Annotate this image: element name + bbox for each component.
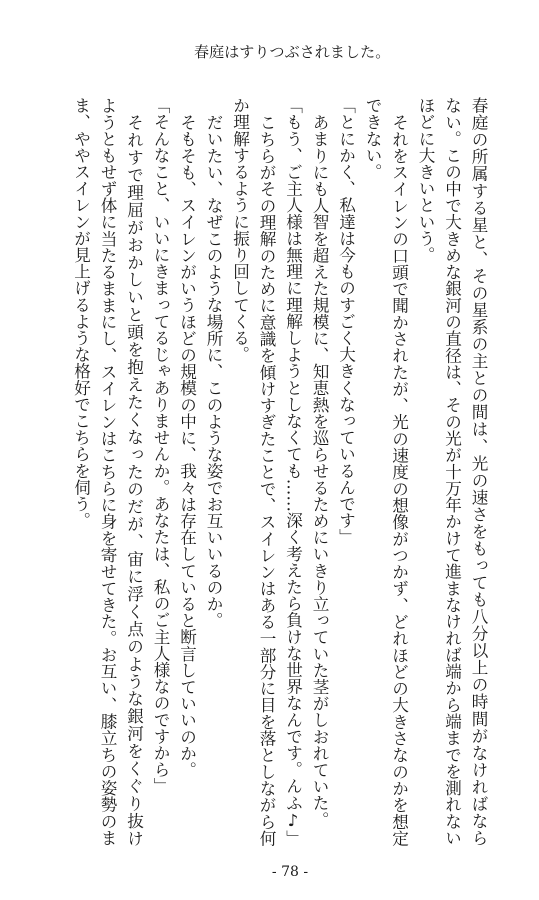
running-header: 春庭はすりつぶされました。 xyxy=(194,43,391,61)
dialogue-column: 「もう、ご主人様は無理に理解しようとしなくても……深く考えたら負けな世界なんです。んふ♪」 xyxy=(283,97,303,846)
text-column: そもそも、スイレンがいうほどの規模の中に、我々は存在していると断言していいのか。 xyxy=(177,113,197,778)
text-column: か理解するように振り回してくる。 xyxy=(230,97,250,363)
text-column: ま、ややスイレンが見上げるような格好でこちらを伺う。 xyxy=(71,97,91,529)
dialogue-column: 「とにかく、私達は今ものすごく大きくなっているんです」 xyxy=(336,97,356,546)
text-column: できない。 xyxy=(363,97,382,180)
text-column: あまりにも人智を超えた規模に、知恵熱を巡らせるためにいきり立っていた茎がしおれていた。 xyxy=(310,113,329,828)
text-column: ない。この中で大きめな銀河の直径は、その光が十万年かけて進まなければ端から端までを測れない xyxy=(442,97,462,846)
text-column: こちらがその理解のために意識を傾けすぎたことで、スイレンはある一部分に目を落としながら何 xyxy=(257,113,276,846)
body-text xyxy=(67,97,491,846)
page-number: - 78 - xyxy=(271,864,309,880)
dialogue-column: 「そんなこと、いいにきまってるじゃありませんか。あなたは、私のご主人様なのですから」 xyxy=(151,97,170,795)
text-column: それをスイレンの口頭で聞かされたが、光の速度の想像がつかず、どれほどの大きさなのかを想定 xyxy=(389,113,409,846)
text-column: それすで理屈がおかしいと頭を抱えたくなったのだが、宙に浮く点のような銀河をくぐり抜け xyxy=(124,113,144,846)
text-column: ようともせず体に当たるままにし、スイレンはこちらに身を寄せてきた。お互い、膝立ちの姿勢のま xyxy=(98,97,117,846)
text-column: だいたい、なぜこのような場所に、このような姿でお互いいるのか。 xyxy=(204,113,223,629)
text-column: ほどに大きいという。 xyxy=(416,97,435,263)
text-column: 春庭の所属する星と、その星系の主との間は、光の速さをもっても八分以上の時間がなければなら xyxy=(469,97,488,846)
